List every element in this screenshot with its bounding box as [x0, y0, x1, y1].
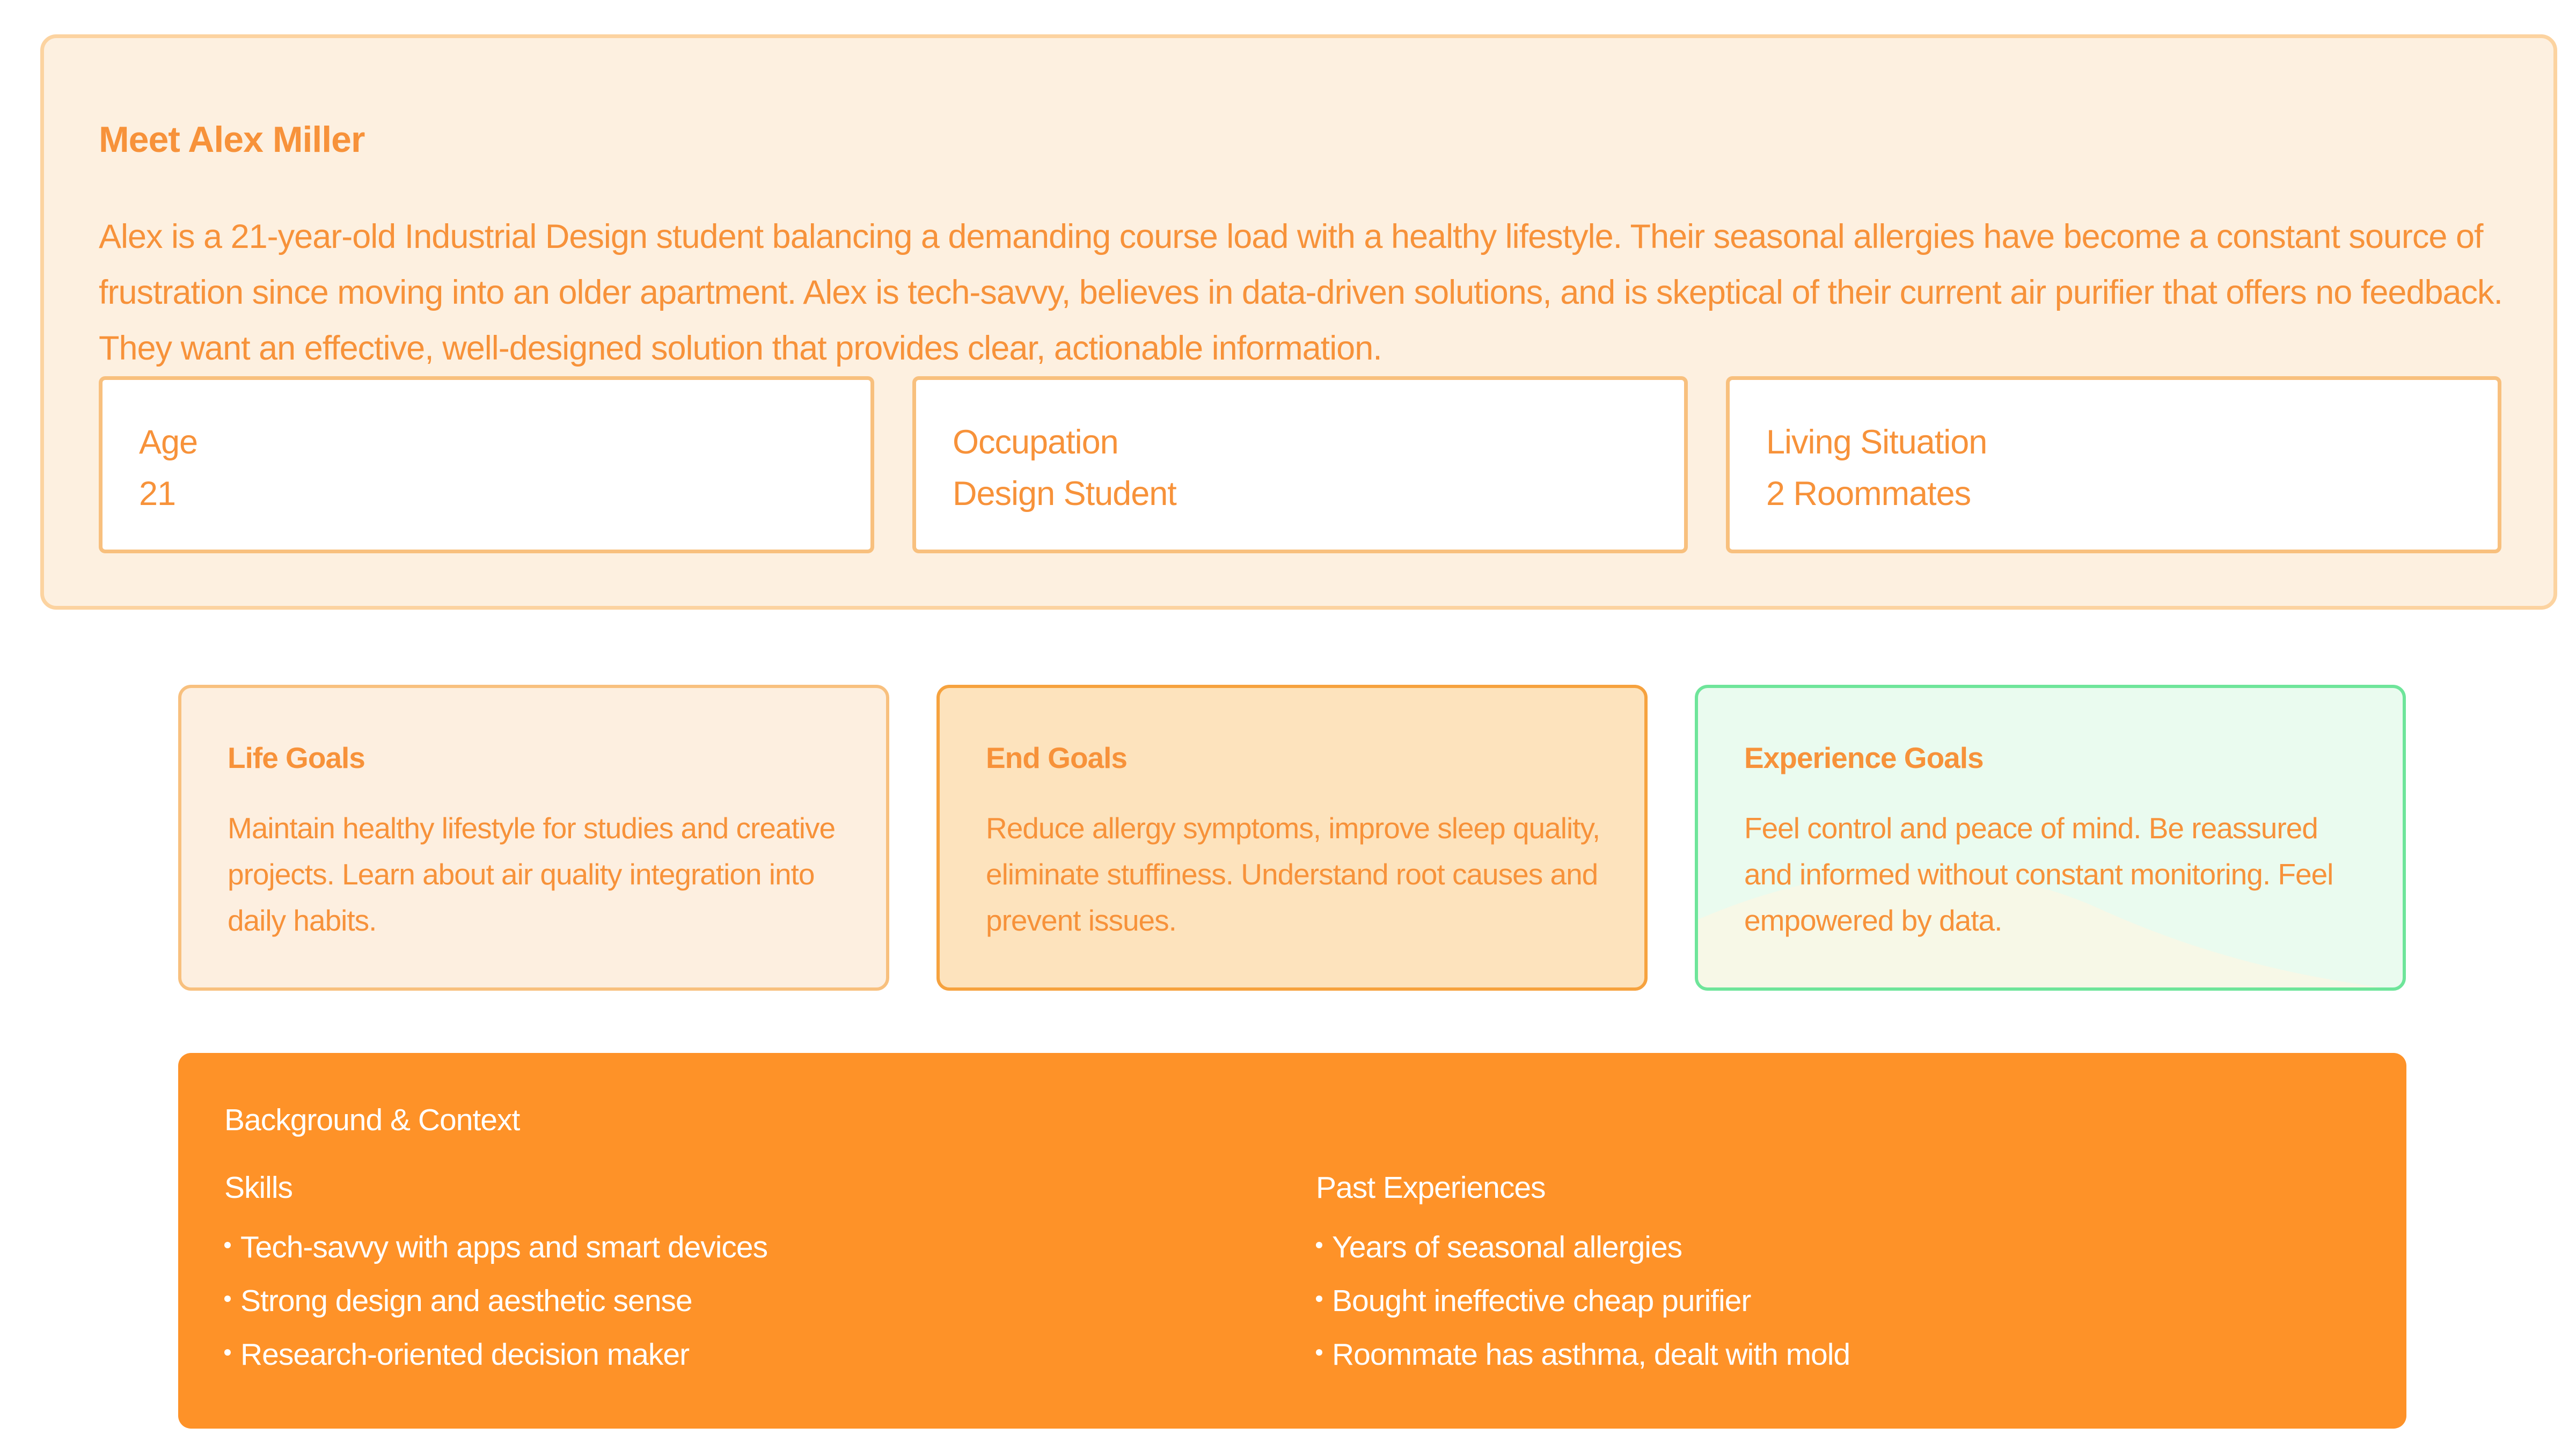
life-goals-text: Maintain healthy lifestyle for studies and creative projects. Learn about air quality integration into daily habits.: [228, 811, 836, 937]
stat-value: 21: [139, 475, 176, 513]
persona-intro-card: [40, 34, 2557, 610]
end-goals-text: Reduce allergy symptoms, improve sleep quality, eliminate stuffiness. Understand root causes and prevent issues.: [986, 811, 1600, 937]
end-goals-title: End Goals: [986, 741, 1127, 774]
list-item: Research-oriented decision maker: [224, 1328, 767, 1381]
bullet-icon: [1316, 1242, 1322, 1248]
skills-list: [224, 1220, 767, 1381]
past-experiences-column: [1316, 1170, 1850, 1381]
stat-card-occupation: [912, 376, 1688, 553]
skills-column: [224, 1170, 767, 1381]
persona-description: Alex is a 21-year-old Industrial Design student balancing a demanding course load with a healthy lifestyle. Their seasonal allergies have become a constant source of frustration since moving into an older apartment. Alex is tech-savvy, believes in data-driven solutions, and is skeptical of their current air purifier that offers no feedback. They want an effective, well-designed solution that provides clear, actionable information.: [99, 218, 2503, 367]
list-item: Bought ineffective cheap purifier: [1316, 1274, 1850, 1328]
stat-value: 2 Roommates: [1766, 475, 1971, 513]
list-item: Roommate has asthma, dealt with mold: [1316, 1328, 1850, 1381]
stat-value: Design Student: [953, 475, 1176, 513]
experience-goals-text: Feel control and peace of mind. Be reassured and informed without constant monitoring. Feel empowered by data.: [1744, 811, 2333, 937]
persona-title: Meet Alex Miller: [99, 119, 365, 160]
bullet-icon: [1316, 1349, 1322, 1356]
life-goals-title: Life Goals: [228, 741, 365, 774]
list-item: Years of seasonal allergies: [1316, 1220, 1850, 1274]
bullet-icon: [224, 1242, 231, 1248]
experience-goals-card: [1695, 685, 2406, 991]
background-context-panel: [178, 1053, 2406, 1429]
skills-heading: Skills: [224, 1170, 293, 1205]
bullet-icon: [1316, 1296, 1322, 1302]
list-item: Strong design and aesthetic sense: [224, 1274, 767, 1328]
life-goals-card: [178, 685, 889, 991]
past-experiences-list: [1316, 1220, 1850, 1381]
stat-label: Occupation: [953, 423, 1118, 461]
context-title: Background & Context: [224, 1103, 520, 1137]
bullet-icon: [224, 1296, 231, 1302]
stat-card-age: [99, 376, 874, 553]
bullet-icon: [224, 1349, 231, 1356]
stat-card-living-situation: [1726, 376, 2501, 553]
stat-label: Living Situation: [1766, 423, 1987, 461]
list-item: Tech-savvy with apps and smart devices: [224, 1220, 767, 1274]
experience-goals-title: Experience Goals: [1744, 741, 1984, 774]
end-goals-card: [936, 685, 1648, 991]
stat-label: Age: [139, 423, 198, 461]
past-experiences-heading: Past Experiences: [1316, 1170, 1546, 1205]
